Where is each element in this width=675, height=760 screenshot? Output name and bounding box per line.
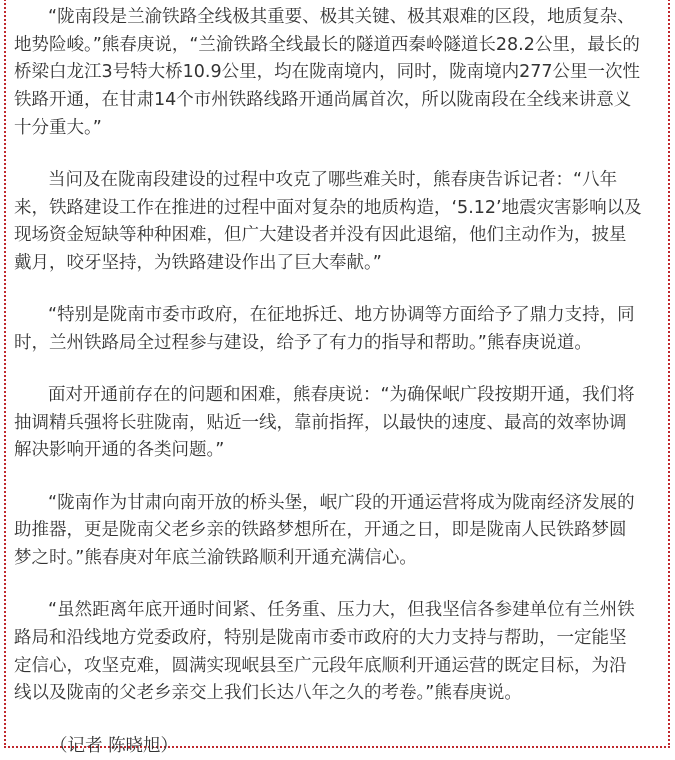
- paragraph-line: 线以及陇南的父老乡亲交上我们长达八年之久的考卷。”熊春庚说。: [14, 683, 522, 704]
- article-paragraph: [14, 382, 664, 465]
- paragraph-line: 助推器，更是陇南父老乡亲的铁路梦想所在，开通之日，即是陇南人民铁路梦圆: [14, 520, 627, 541]
- article-body: [14, 4, 664, 760]
- paragraph-line: 解决影响开通的各类问题。”: [14, 440, 225, 461]
- paragraph-line: 戴月，咬牙坚持，为铁路建设作出了巨大奉献。”: [14, 253, 382, 273]
- paragraph-line: 抽调精兵强将长驻陇南，贴近一线，靠前指挥，以最快的速度、最高的效率协调: [14, 412, 627, 433]
- article-paragraph: [14, 597, 664, 708]
- paragraph-line: 地势险峻。”熊春庚说，“兰渝铁路全线最长的隧道西秦岭隧道长28.2公里，最长的: [14, 34, 640, 55]
- paragraph-line: 时，兰州铁路局全过程参与建设，给予了有力的指导和帮助。”熊春庚说道。: [14, 332, 592, 353]
- paragraph-line: 面对开通前存在的问题和困难，熊春庚说：“为确保岷广段按期开通，我们将: [48, 385, 635, 406]
- byline: （记者 陈晓旭）: [50, 736, 179, 757]
- paragraph-line: “陇南作为甘肃向南开放的桥头堡，岷广段的开通运营将成为陇南经济发展的: [48, 492, 635, 513]
- paragraph-line: “虽然距离年底开通时间紧、任务重、压力大，但我坚信各参建单位有兰州铁: [48, 600, 635, 621]
- article-paragraph: [14, 490, 664, 573]
- paragraph-line: 来，铁路建设工作在推进的过程中面对复杂的地质构造，‘5.12’地震灾害影响以及: [14, 197, 642, 218]
- article-paragraph: [14, 167, 664, 278]
- paragraph-line: “特别是陇南市委市政府，在征地拆迁、地方协调等方面给予了鼎力支持，同: [48, 305, 635, 326]
- paragraph-line: 桥梁白龙江3号特大桥10.9公里，均在陇南境内，同时，陇南境内277公里一次性: [14, 62, 640, 83]
- article-paragraph: [14, 4, 664, 142]
- paragraph-line: 梦之时。”熊春庚对年底兰渝铁路顺利开通充满信心。: [14, 548, 417, 568]
- paragraph-line: 十分重大。”: [14, 117, 102, 138]
- paragraph-line: 当问及在陇南段建设的过程中攻克了哪些难关时，熊春庚告诉记者：“八年: [48, 169, 618, 190]
- paragraph-line: 铁路开通，在甘肃14个市州铁路线路开通尚属首次，所以陇南段在全线来讲意义: [14, 90, 632, 111]
- article-paragraph: [14, 302, 664, 357]
- paragraph-line: 现场资金短缺等种种困难，但广大建设者并没有因此退缩，他们主动作为，披星: [14, 225, 627, 246]
- paragraph-line: 定信心，攻坚克难，圆满实现岷县至广元段年底顺利开通运营的既定目标，为沿: [14, 655, 627, 676]
- paragraph-line: “陇南段是兰渝铁路全线极其重要、极其关键、极其艰难的区段，地质复杂、: [48, 7, 635, 27]
- paragraph-line: 路局和沿线地方党委政府，特别是陇南市委市政府的大力支持与帮助，一定能坚: [14, 627, 627, 648]
